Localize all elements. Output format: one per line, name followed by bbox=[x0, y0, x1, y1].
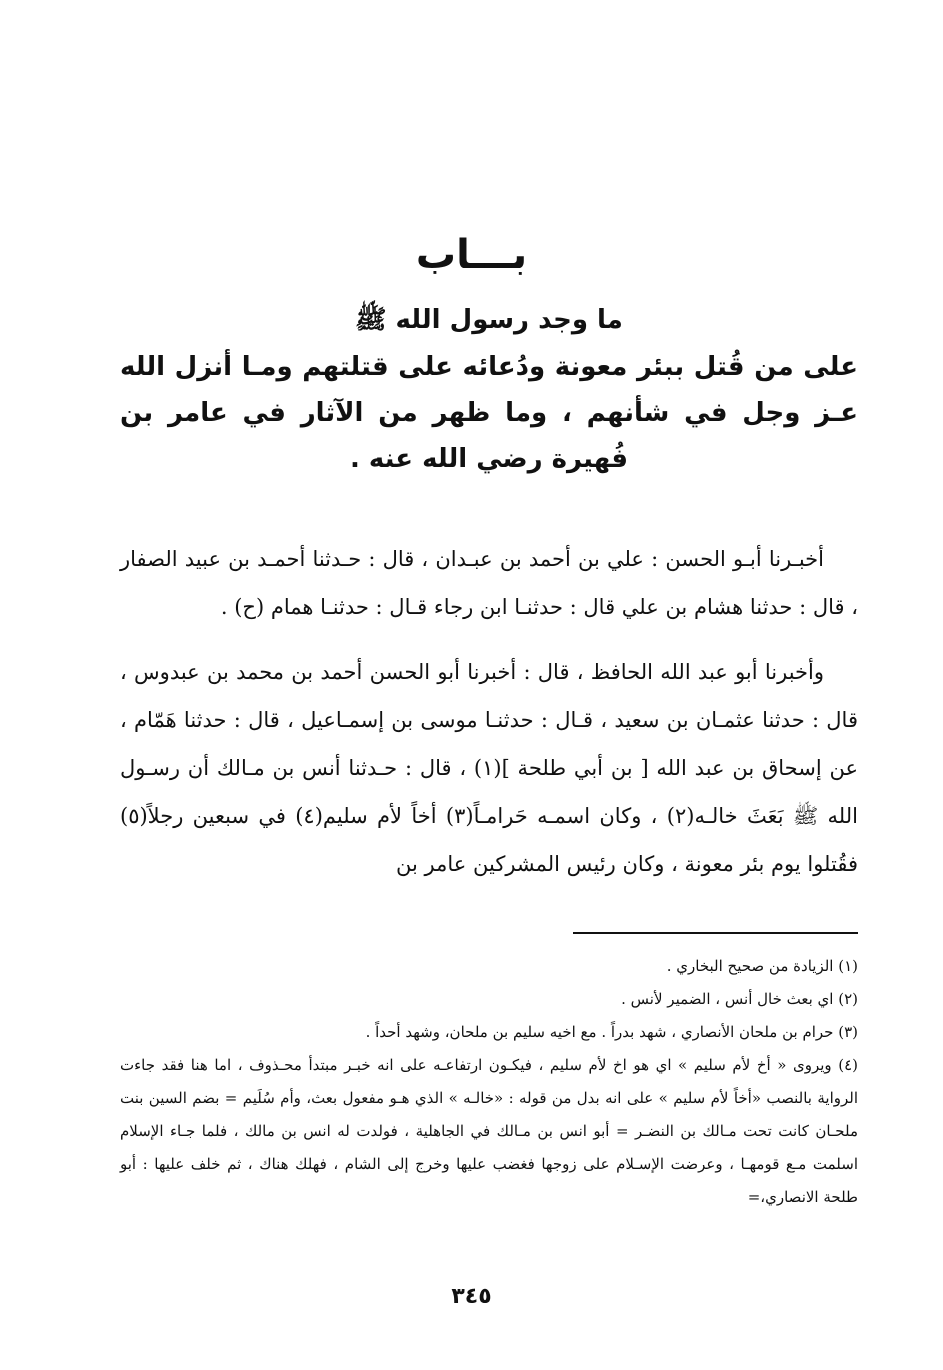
footnote-divider bbox=[573, 932, 858, 934]
chapter-title bbox=[120, 300, 858, 482]
footnote-4: (٤) ويروى « أخ لأم سليم » اي هو اخ لأم سليم ، فيكـون ارتفاعـه على انه خبـر مبتدأ محـذوف ، اما هنا فقد جاءت الرواية بالنصب «أخاً لأم سليم » على انه بدل من قوله : «خالـه » الذي هـو مفعول بعث، وأم سُلَيم = بضم السين بنت ملحـان كانت تحت مـالك بن النضـر = أبو انس بن مـالك في الجاهلية ، فولدت له انس بن مالك ، فلما جـاء الإسلام اسلمت مـع قومهـا ، وعرضت الإسـلام على زوجها فغضب عليها وخرج إلى الشام ، فهلك هناك ، ثم خلف عليها : أبو طلحة الانصاري،= bbox=[120, 1056, 858, 1206]
footnote-1: (١) الزيادة من صحيح البخاري . bbox=[666, 957, 858, 975]
page-number: ٣٤٥ bbox=[451, 1284, 492, 1309]
paragraph-2: وأخبرنا أبو عبد الله الحافظ ، قال : أخبرنا أبو الحسن أحمد بن محمد بن عبدوس ، قال : حدثنا عثمـان بن سعيد ، قـال : حدثنـا موسى بن إسمـاعيل ، قال : حدثنا هَمّام ، عن إسحاق بن عبد الله [ بن أبي طلحة ](١) ، قال : حـدثنا أنس بن مـالك أن رسـول الله ﷺ بَعَثَ خالـه(٢) ، وكان اسمـه حَرامـاً(٣) أخاً لأم سليم(٤) في سبعين رجلاً(٥) فقُتلوا يوم بئر معونة ، وكان رئيس المشركين عامر بن bbox=[120, 660, 858, 876]
footnote-3: (٣) حرام بن ملحان الأنصاري ، شهد بدراً . مع اخيه سليم بن ملحان، وشهد أحداً . bbox=[365, 1023, 858, 1041]
footnotes bbox=[120, 950, 858, 1214]
chapter-heading: بـــاب bbox=[415, 232, 528, 278]
main-text bbox=[120, 535, 858, 888]
paragraph-1: أخبـرنا أبـو الحسن : علي بن أحمد بن عبـدان ، قال : حـدثنا أحمـد بن عبيد الصفار ، قال : حدثنا هشام بن علي قال : حدثنـا ابن رجاء قـال : حدثنـا همام (ح) . bbox=[120, 547, 858, 619]
chapter-title-line-2: على من قُتل ببئر معونة ودُعائه على قتلتهم ومـا أنزل الله عـز وجل في شأنهم ، وما ظهر من الآثار في عامر بن فُهيرة رضي الله عنه . bbox=[120, 352, 858, 474]
footnote-2: (٢) اي بعث خال أنس ، الضمير لأنس . bbox=[621, 990, 858, 1008]
chapter-title-line-1: ما وجد رسول الله ﷺ bbox=[355, 305, 623, 335]
